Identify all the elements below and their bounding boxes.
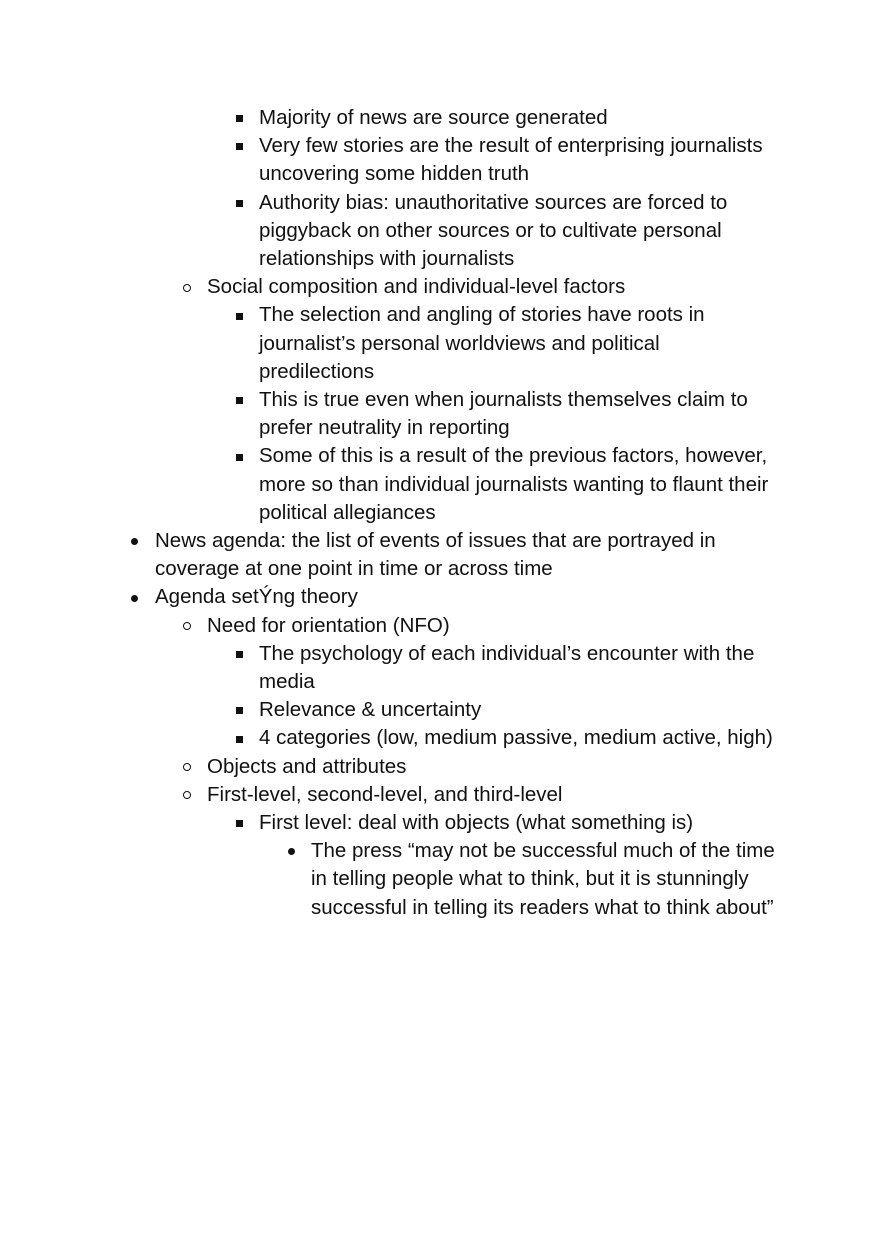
list-item-text: This is true even when journalists themselves claim to prefer neutrality in reporting bbox=[259, 388, 748, 440]
list-item bbox=[0, 640, 780, 696]
list-item-text: The psychology of each individual’s encounter with the media bbox=[259, 641, 755, 694]
square-bullet-icon bbox=[228, 104, 250, 132]
list-item-text: Social composition and individual-level factors bbox=[207, 275, 626, 299]
circle-bullet-icon bbox=[176, 753, 198, 781]
list-item-text: Some of this is a result of the previous factors, however, more so than individual journalists wanting to flaunt their political allegiances bbox=[259, 444, 769, 524]
list-item bbox=[0, 442, 780, 527]
list-item bbox=[0, 132, 780, 188]
list-item bbox=[0, 696, 780, 724]
list-item bbox=[0, 104, 780, 132]
list-item-text: Agenda setÝng theory bbox=[155, 585, 358, 609]
circle-bullet-icon bbox=[176, 612, 198, 640]
square-bullet-icon bbox=[228, 696, 250, 724]
list-item bbox=[0, 753, 780, 781]
square-bullet-icon bbox=[228, 724, 250, 752]
list-item-text: 4 categories (low, medium passive, medium active, high) bbox=[259, 726, 773, 750]
list-item bbox=[0, 527, 780, 583]
list-item-text: Very few stories are the result of enterprising journalists uncovering some hidden truth bbox=[259, 134, 763, 186]
disc-bullet-icon bbox=[280, 837, 302, 865]
list-item-text: Authority bias: unauthoritative sources are forced to piggyback on other sources or to cultivate personal relationships with journalists bbox=[259, 190, 728, 271]
list-item-text: The press “may not be successful much of the time in telling people what to think, but it is stunningly successful in telling its readers what to think about” bbox=[311, 839, 775, 919]
list-item bbox=[0, 301, 780, 386]
square-bullet-icon bbox=[228, 442, 250, 470]
square-bullet-icon bbox=[228, 189, 250, 217]
list-item bbox=[0, 386, 780, 442]
square-bullet-icon bbox=[228, 386, 250, 414]
list-item bbox=[0, 724, 780, 752]
list-item bbox=[0, 273, 780, 301]
list-item bbox=[0, 189, 780, 274]
square-bullet-icon bbox=[228, 640, 250, 668]
list-item-text: News agenda: the list of events of issues that are portrayed in coverage at one point in time or across time bbox=[155, 529, 716, 581]
square-bullet-icon bbox=[228, 301, 250, 329]
list-item-text: Relevance & uncertainty bbox=[259, 698, 482, 722]
list-item bbox=[0, 809, 780, 837]
list-item-text: Objects and attributes bbox=[207, 754, 407, 778]
square-bullet-icon bbox=[228, 132, 250, 160]
list-item-text: First level: deal with objects (what something is) bbox=[259, 811, 694, 835]
list-item-text: Need for orientation (NFO) bbox=[207, 613, 450, 637]
document-page bbox=[0, 104, 880, 922]
list-item bbox=[0, 612, 780, 640]
disc-bullet-icon bbox=[123, 527, 145, 555]
list-item bbox=[0, 781, 780, 809]
list-item bbox=[0, 837, 781, 922]
disc-bullet-icon bbox=[123, 583, 145, 611]
list-item-text: The selection and angling of stories have roots in journalist’s personal worldviews and political predilections bbox=[259, 303, 705, 383]
list-item-text: Majority of news are source generated bbox=[259, 106, 608, 129]
circle-bullet-icon bbox=[176, 273, 198, 301]
circle-bullet-icon bbox=[176, 781, 198, 809]
square-bullet-icon bbox=[228, 809, 250, 837]
list-item-text: First-level, second-level, and third-level bbox=[207, 782, 563, 806]
list-item bbox=[0, 583, 780, 611]
